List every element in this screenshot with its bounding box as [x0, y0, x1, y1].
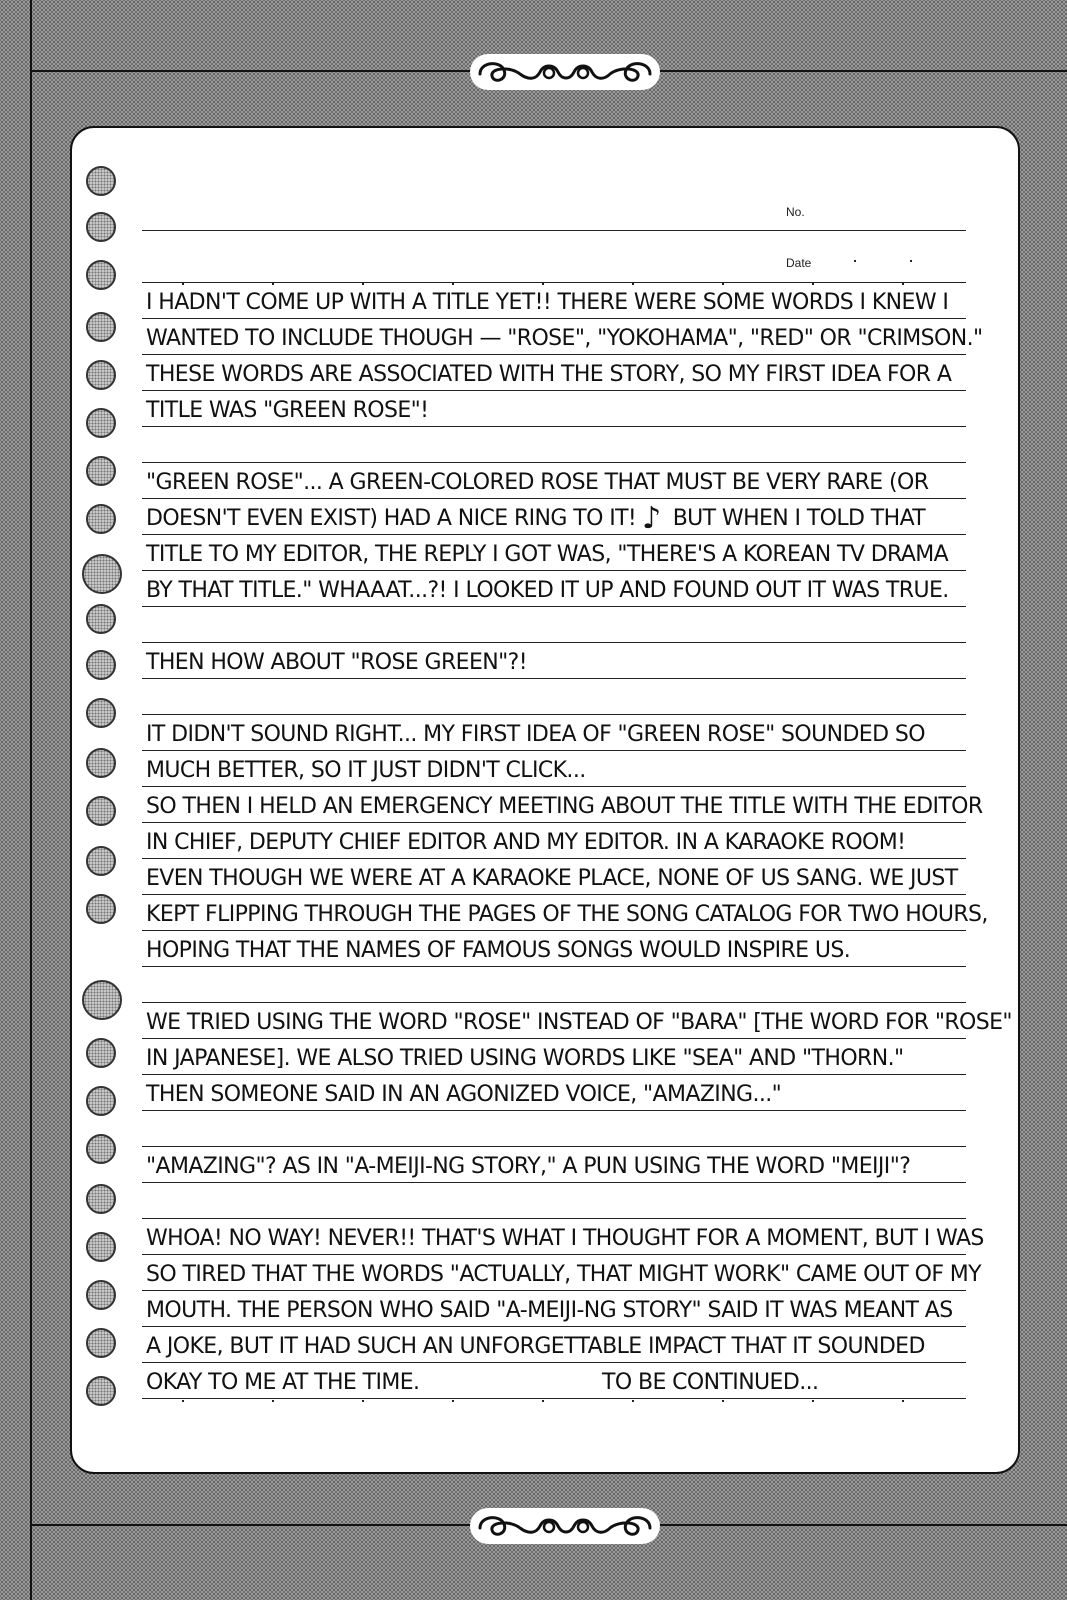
- ruled-line: [142, 714, 966, 715]
- binder-hole: [86, 796, 116, 826]
- ruled-line: [142, 534, 966, 535]
- binder-hole: [86, 650, 116, 680]
- ruled-line: [142, 930, 966, 931]
- ruled-dot: [182, 283, 184, 285]
- ruled-dot: [362, 1400, 364, 1402]
- text-segment: BUT WHEN I TOLD THAT: [672, 506, 926, 531]
- ruled-line: [142, 1038, 966, 1039]
- ruled-line: [142, 1182, 966, 1183]
- text-line: THEN SOMEONE SAID IN AN AGONIZED VOICE, "AMAZING...": [146, 1082, 782, 1107]
- binder-hole: [86, 604, 116, 634]
- text-line: OKAY TO ME AT THE TIME.: [146, 1370, 420, 1395]
- binder-hole: [82, 554, 122, 594]
- ruled-line: [142, 462, 966, 463]
- to-be-continued: TO BE CONTINUED...: [602, 1370, 819, 1395]
- ruled-line: [142, 1146, 966, 1147]
- ruled-line: [142, 1398, 966, 1399]
- ruled-line: [142, 1218, 966, 1219]
- ruled-line: [142, 1290, 966, 1291]
- ruled-line: [142, 1110, 966, 1111]
- swirl-ornament-icon: [470, 1508, 660, 1544]
- binder-hole: [86, 698, 116, 728]
- text-line: EVEN THOUGH WE WERE AT A KARAOKE PLACE, NONE OF US SANG. WE JUST: [146, 866, 958, 891]
- number-label: No.: [786, 205, 805, 219]
- ruled-dot: [632, 1400, 634, 1402]
- binder-hole: [86, 894, 116, 924]
- binder-hole: [86, 260, 116, 290]
- top-ornament: [470, 54, 660, 90]
- ruled-line: [142, 642, 966, 643]
- music-note-icon: ♪: [642, 501, 661, 536]
- binder-hole: [86, 504, 116, 534]
- ruled-line: [142, 1362, 966, 1363]
- binder-hole: [86, 1328, 116, 1358]
- ruled-line: [142, 282, 966, 283]
- text-segment: DOESN'T EVEN EXIST) HAD A NICE RING TO IT!: [146, 506, 637, 531]
- ruled-line: [142, 606, 966, 607]
- ruled-dot: [542, 1400, 544, 1402]
- ruled-dot: [722, 1400, 724, 1402]
- binder-hole: [86, 212, 116, 242]
- binder-hole: [86, 456, 116, 486]
- text-line: IN CHIEF, DEPUTY CHIEF EDITOR AND MY EDITOR. IN A KARAOKE ROOM!: [146, 830, 906, 855]
- date-separator-dot: [854, 260, 856, 262]
- text-line: "GREEN ROSE"... A GREEN-COLORED ROSE THAT MUST BE VERY RARE (OR: [146, 470, 929, 495]
- ruled-line: [142, 822, 966, 823]
- text-line: A JOKE, BUT IT HAD SUCH AN UNFORGETTABLE IMPACT THAT IT SOUNDED: [146, 1334, 925, 1359]
- text-line: MUCH BETTER, SO IT JUST DIDN'T CLICK...: [146, 758, 586, 783]
- ruled-dot: [362, 283, 364, 285]
- text-line: [146, 501, 926, 536]
- ruled-line: [142, 1074, 966, 1075]
- text-line: BY THAT TITLE." WHAAAT...?! I LOOKED IT UP AND FOUND OUT IT WAS TRUE.: [146, 578, 949, 603]
- text-line: KEPT FLIPPING THROUGH THE PAGES OF THE SONG CATALOG FOR TWO HOURS,: [146, 902, 988, 927]
- ruled-line: [142, 230, 966, 231]
- ruled-dot: [452, 283, 454, 285]
- ruled-line: [142, 678, 966, 679]
- ruled-line: [142, 318, 966, 319]
- text-line: HOPING THAT THE NAMES OF FAMOUS SONGS WOULD INSPIRE US.: [146, 938, 851, 963]
- binder-hole: [86, 1232, 116, 1262]
- text-line: IT DIDN'T SOUND RIGHT... MY FIRST IDEA OF "GREEN ROSE" SOUNDED SO: [146, 722, 925, 747]
- text-line: THEN HOW ABOUT "ROSE GREEN"?!: [146, 650, 527, 675]
- ruled-line: [142, 1326, 966, 1327]
- binder-hole: [86, 846, 116, 876]
- ruled-line: [142, 1254, 966, 1255]
- text-line: TITLE WAS "GREEN ROSE"!: [146, 398, 429, 423]
- text-line: THESE WORDS ARE ASSOCIATED WITH THE STORY, SO MY FIRST IDEA FOR A: [146, 362, 952, 387]
- ruled-dot: [632, 283, 634, 285]
- text-line: "AMAZING"? AS IN "A-MEIJI-NG STORY," A PUN USING THE WORD "MEIJI"?: [146, 1154, 911, 1179]
- text-line: WHOA! NO WAY! NEVER!! THAT'S WHAT I THOUGHT FOR A MOMENT, BUT I WAS: [146, 1226, 984, 1251]
- ruled-line: [142, 498, 966, 499]
- ruled-line: [142, 966, 966, 967]
- ruled-line: [142, 894, 966, 895]
- date-label: Date: [786, 256, 812, 270]
- ruled-dot: [452, 1400, 454, 1402]
- ruled-dot: [812, 1400, 814, 1402]
- binder-hole: [86, 1086, 116, 1116]
- ruled-dot: [902, 1400, 904, 1402]
- ruled-dot: [812, 283, 814, 285]
- ruled-line: [142, 1002, 966, 1003]
- binder-hole: [86, 1184, 116, 1214]
- ruled-line: [142, 390, 966, 391]
- date-separator-dot: [910, 260, 912, 262]
- ruled-line: [142, 354, 966, 355]
- binder-hole: [86, 360, 116, 390]
- binder-hole: [86, 1280, 116, 1310]
- ruled-line: [142, 858, 966, 859]
- ruled-dot: [272, 283, 274, 285]
- swirl-ornament-icon: [470, 54, 660, 90]
- ruled-line: [142, 570, 966, 571]
- binder-hole: [86, 1134, 116, 1164]
- ruled-dot: [182, 1400, 184, 1402]
- text-line: WANTED TO INCLUDE THOUGH — "ROSE", "YOKOHAMA", "RED" OR "CRIMSON.": [146, 326, 983, 351]
- binder-hole: [82, 980, 122, 1020]
- ruled-dot: [272, 1400, 274, 1402]
- text-line: IN JAPANESE]. WE ALSO TRIED USING WORDS LIKE "SEA" AND "THORN.": [146, 1046, 904, 1071]
- ruled-dot: [722, 283, 724, 285]
- binder-hole: [86, 748, 116, 778]
- text-line: WE TRIED USING THE WORD "ROSE" INSTEAD OF "BARA" [THE WORD FOR "ROSE": [146, 1010, 1012, 1035]
- binder-hole: [86, 166, 116, 196]
- ruled-dot: [542, 283, 544, 285]
- text-line: SO THEN I HELD AN EMERGENCY MEETING ABOUT THE TITLE WITH THE EDITOR: [146, 794, 983, 819]
- text-line: I HADN'T COME UP WITH A TITLE YET!! THERE WERE SOME WORDS I KNEW I: [146, 290, 949, 315]
- bottom-ornament: [470, 1508, 660, 1544]
- binder-hole: [86, 1038, 116, 1068]
- ruled-line: [142, 426, 966, 427]
- text-line: SO TIRED THAT THE WORDS "ACTUALLY, THAT MIGHT WORK" CAME OUT OF MY: [146, 1262, 982, 1287]
- ruled-dot: [902, 283, 904, 285]
- binder-hole: [86, 312, 116, 342]
- text-line: MOUTH. THE PERSON WHO SAID "A-MEIJI-NG STORY" SAID IT WAS MEANT AS: [146, 1298, 953, 1323]
- ruled-line: [142, 750, 966, 751]
- notebook-page: [70, 126, 1020, 1474]
- binder-hole: [86, 1376, 116, 1406]
- binder-hole: [86, 408, 116, 438]
- ruled-line: [142, 786, 966, 787]
- text-line: TITLE TO MY EDITOR, THE REPLY I GOT WAS, "THERE'S A KOREAN TV DRAMA: [146, 542, 949, 567]
